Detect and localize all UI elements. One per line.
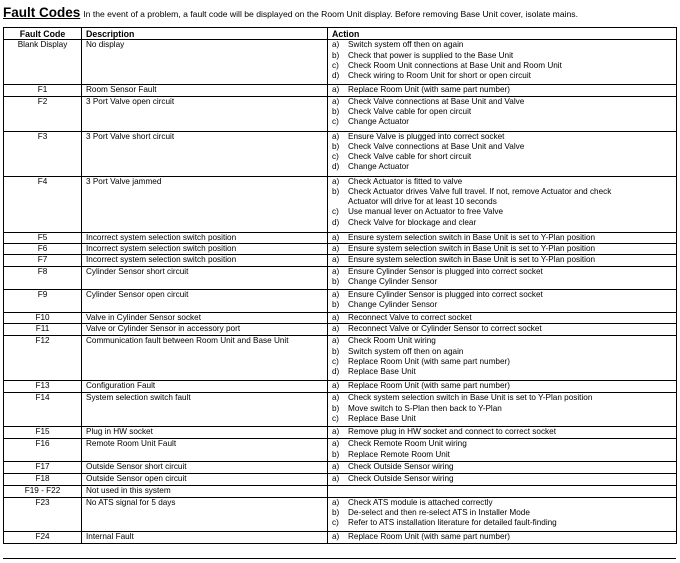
action-step-text: Change Cylinder Sensor [348,277,438,287]
action-step [332,233,674,243]
action-step-letter: a) [332,40,340,50]
description-cell: Room Sensor Fault [82,85,328,96]
action-step-letter: b) [332,300,340,310]
action-step-text: Ensure Valve is plugged into correct socket [348,131,505,141]
table-row [4,474,677,485]
action-step [332,197,674,207]
action-cell [328,232,677,243]
action-step [332,267,674,277]
action-step-text: Check Valve connections at Base Unit and Valve [348,96,525,106]
fault-code-cell: F2 [4,96,82,131]
action-step-text: Check ATS module is attached correctly [348,497,493,507]
action-step-text: Check Outside Sensor wiring [348,462,454,472]
action-step [332,300,674,310]
table-header-row [4,28,677,40]
action-step-text: Actuator will drive for at least 10 seconds [348,197,497,207]
action-step-letter: b) [332,50,340,60]
table-row [4,381,677,393]
action-step [332,85,674,95]
action-step-letter: c) [332,207,339,217]
action-step [332,336,674,346]
action-step-text: Ensure Cylinder Sensor is plugged into correct socket [348,267,543,277]
action-step-letter: a) [332,336,340,346]
description-cell: 3 Port Valve jammed [82,176,328,232]
fault-code-cell: F11 [4,324,82,336]
table-body [4,40,677,543]
table-row [4,497,677,531]
fault-code-cell: F9 [4,290,82,313]
action-cell [328,474,677,485]
fault-code-cell: F18 [4,474,82,485]
description-cell: 3 Port Valve open circuit [82,96,328,131]
action-cell [328,243,677,254]
action-step [332,107,674,117]
description-cell: Cylinder Sensor short circuit [82,267,328,290]
action-step-letter: a) [332,531,340,541]
action-step-text: Check Valve for blockage and clear [348,217,477,227]
table-row [4,427,677,439]
action-step [332,132,674,142]
action-step [332,152,674,162]
table-row [4,393,677,427]
fault-code-cell: F17 [4,462,82,474]
description-cell: Internal Fault [82,531,328,543]
action-step-text: Replace Room Unit (with same part number) [348,381,510,391]
action-step [332,347,674,357]
action-step-letter: c) [332,414,339,424]
fault-code-cell: F23 [4,497,82,531]
description-cell: Not used in this system [82,485,328,497]
fault-code-cell: F19 - F22 [4,485,82,497]
fault-code-cell: F5 [4,232,82,243]
table-row [4,267,677,290]
description-cell: No ATS signal for 5 days [82,497,328,531]
action-step-letter: a) [332,255,340,265]
fault-code-cell: F1 [4,85,82,96]
action-cell [328,531,677,543]
action-step-text: Replace Remote Room Unit [348,449,450,459]
action-step [332,207,674,217]
table-row [4,85,677,96]
fault-code-cell: F4 [4,176,82,232]
table-row [4,336,677,381]
description-cell: 3 Port Valve short circuit [82,131,328,176]
action-step [332,277,674,287]
action-step-text: Change Cylinder Sensor [348,300,438,310]
action-step-text: Switch system off then on again [348,346,464,356]
action-step-letter: a) [332,96,340,106]
action-cell [328,290,677,313]
action-step-text: Check system selection switch in Base Unit is set to Y-Plan position [348,393,593,403]
action-step-text: Replace Base Unit [348,414,416,424]
description-cell: Incorrect system selection switch position [82,243,328,254]
action-step-letter: c) [332,518,339,528]
description-cell: Valve in Cylinder Sensor socket [82,313,328,324]
description-cell: Cylinder Sensor open circuit [82,290,328,313]
action-step [332,367,674,377]
action-step-letter: a) [332,131,340,141]
table-row [4,232,677,243]
action-step [332,474,674,484]
action-step-letter: a) [332,497,340,507]
action-step-letter: a) [332,176,340,186]
action-step [332,498,674,508]
description-cell: System selection switch fault [82,393,328,427]
action-cell [328,462,677,474]
action-cell [328,497,677,531]
action-step-letter: b) [332,186,340,196]
table-row [4,243,677,254]
fault-code-cell: F14 [4,393,82,427]
action-step-text: Check Room Unit wiring [348,336,436,346]
action-step-letter: b) [332,106,340,116]
action-cell [328,393,677,427]
action-step-letter: a) [332,243,340,253]
action-step-letter: a) [332,324,340,334]
action-step-text: Reconnect Valve to correct socket [348,313,472,323]
action-step-text: Ensure Cylinder Sensor is plugged into correct socket [348,290,543,300]
action-step [332,404,674,414]
table-row [4,439,677,462]
action-step [332,439,674,449]
action-step-text: Check Outside Sensor wiring [348,474,454,484]
action-step-letter: a) [332,393,340,403]
description-cell: Incorrect system selection switch position [82,255,328,267]
action-step-letter: a) [332,267,340,277]
action-cell [328,439,677,462]
table-row [4,255,677,267]
action-step-text: Change Actuator [348,117,409,127]
action-step-text: Move switch to S-Plan then back to Y-Plan [348,403,502,413]
action-step [332,218,674,228]
action-cell [328,336,677,381]
fault-code-cell: F12 [4,336,82,381]
table-row [4,176,677,232]
action-cell [328,427,677,439]
action-step [332,71,674,81]
action-step [332,462,674,472]
action-step-text: Replace Room Unit (with same part number) [348,531,510,541]
description-cell: Remote Room Unit Fault [82,439,328,462]
action-cell [328,324,677,336]
action-step-text: Replace Room Unit (with same part number) [348,85,510,95]
action-cell [328,255,677,267]
action-step-letter: b) [332,277,340,287]
action-step-text: Ensure system selection switch in Base Unit is set to Y-Plan position [348,232,596,242]
action-step-letter: a) [332,439,340,449]
description-cell: Configuration Fault [82,381,328,393]
action-step-text: Check wiring to Room Unit for short or open circuit [348,71,531,81]
fault-code-cell: F10 [4,313,82,324]
action-step-text: De-select and then re-select ATS in Installer Mode [348,508,530,518]
action-step-text: Remove plug in HW socket and connect to correct socket [348,427,556,437]
action-step-text: Check Valve cable for open circuit [348,106,472,116]
fault-code-cell: F8 [4,267,82,290]
column-header-description: Description [82,28,328,40]
table-row [4,131,677,176]
action-step [332,142,674,152]
bottom-divider [3,558,676,559]
fault-code-cell: F13 [4,381,82,393]
action-step-letter: c) [332,117,339,127]
action-step [332,427,674,437]
action-step [332,393,674,403]
action-step [332,381,674,391]
action-step-letter: d) [332,71,340,81]
document-page [3,4,676,541]
fault-code-cell: F24 [4,531,82,543]
action-step [332,324,674,334]
action-step-letter: c) [332,357,339,367]
description-cell: No display [82,40,328,85]
action-step-letter: a) [332,462,340,472]
action-step [332,290,674,300]
action-step-letter: b) [332,449,340,459]
action-step-text: Reconnect Valve or Cylinder Sensor to correct socket [348,324,542,334]
action-step [332,357,674,367]
description-cell: Incorrect system selection switch position [82,232,328,243]
table-row [4,531,677,543]
action-step-letter: a) [332,427,340,437]
description-cell: Outside Sensor open circuit [82,474,328,485]
action-cell [328,176,677,232]
intro-text: In the event of a problem, a fault code will be displayed on the Room Unit display. Before removing Base Unit cover, isolate mains. [83,9,578,19]
action-step [332,450,674,460]
description-cell: Plug in HW socket [82,427,328,439]
description-cell: Outside Sensor short circuit [82,462,328,474]
action-cell [328,40,677,85]
action-step [332,508,674,518]
action-step [332,244,674,254]
action-step-letter: a) [332,381,340,391]
action-cell [328,381,677,393]
action-step [332,51,674,61]
action-cell [328,485,677,497]
action-step-letter: a) [332,85,340,95]
action-step [332,97,674,107]
action-step-letter: a) [332,232,340,242]
action-step [332,518,674,528]
action-step-letter: d) [332,217,340,227]
action-step-letter: a) [332,313,340,323]
action-cell [328,85,677,96]
action-cell [328,96,677,131]
action-step [332,61,674,71]
action-step-text: Replace Base Unit [348,367,416,377]
fault-code-cell: F3 [4,131,82,176]
action-step-letter: a) [332,474,340,484]
page-title: Fault Codes [3,5,81,20]
action-step-text: Ensure system selection switch in Base Unit is set to Y-Plan position [348,255,596,265]
table-row [4,40,677,85]
fault-code-cell: F7 [4,255,82,267]
action-step-letter: b) [332,403,340,413]
action-step-text: Check Actuator drives Valve full travel. If not, remove Actuator and check [348,186,612,196]
fault-code-cell: F6 [4,243,82,254]
fault-code-cell: Blank Display [4,40,82,85]
column-header-fault-code: Fault Code [4,28,82,40]
fault-code-cell: F16 [4,439,82,462]
table-row [4,462,677,474]
action-step [332,40,674,50]
action-cell [328,313,677,324]
action-step [332,187,674,197]
action-step [332,117,674,127]
action-step-text: Use manual lever on Actuator to free Valve [348,207,504,217]
action-step-text: Check Actuator is fitted to valve [348,176,463,186]
action-step [332,162,674,172]
action-cell [328,267,677,290]
action-step-letter: c) [332,60,339,70]
description-cell: Communication fault between Room Unit and Base Unit [82,336,328,381]
fault-code-cell: F15 [4,427,82,439]
description-cell: Valve or Cylinder Sensor in accessory port [82,324,328,336]
action-step-text: Refer to ATS installation literature for detailed fault-finding [348,518,557,528]
table-row [4,313,677,324]
action-step-text: Check Room Unit connections at Base Unit and Room Unit [348,60,562,70]
action-step-text: Change Actuator [348,162,409,172]
action-step-text: Check Valve connections at Base Unit and Valve [348,141,525,151]
action-step-text: Check that power is supplied to the Base Unit [348,50,514,60]
action-cell [328,131,677,176]
action-step-letter: b) [332,141,340,151]
action-step [332,313,674,323]
fault-codes-table [3,27,677,544]
action-step [332,255,674,265]
table-row [4,96,677,131]
action-step-text: Check Remote Room Unit wiring [348,439,467,449]
action-step-letter: c) [332,152,339,162]
table-row [4,290,677,313]
action-step-letter: d) [332,367,340,377]
action-step-text: Switch system off then on again [348,40,464,50]
action-step-letter: b) [332,508,340,518]
table-row [4,485,677,497]
action-step-letter: a) [332,290,340,300]
action-step-text: Check Valve cable for short circuit [348,152,472,162]
action-step-letter: d) [332,162,340,172]
table-row [4,324,677,336]
column-header-action: Action [328,28,677,40]
action-step-letter: b) [332,346,340,356]
action-step-text: Replace Room Unit (with same part number) [348,357,510,367]
action-step-text: Ensure system selection switch in Base Unit is set to Y-Plan position [348,243,596,253]
heading [3,4,676,22]
action-step [332,532,674,542]
action-step [332,177,674,187]
action-step [332,414,674,424]
